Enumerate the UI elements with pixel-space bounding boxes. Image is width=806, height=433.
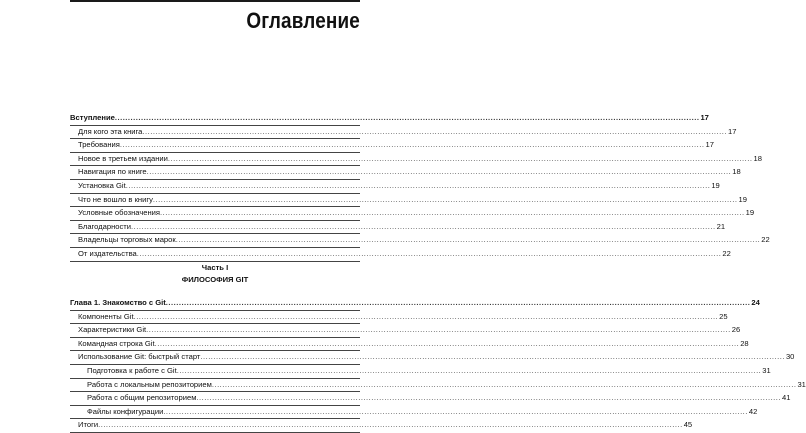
toc-entry-page-number: 17 xyxy=(727,126,737,136)
toc-entry-page-number: 21 xyxy=(716,221,726,231)
toc-entry-page-number: 24 xyxy=(751,298,760,307)
page-title: Оглавление xyxy=(246,8,360,33)
toc-entry-title: Вступление xyxy=(70,113,115,122)
toc-entry-title: Для кого эта книга xyxy=(78,126,143,136)
toc-entry[interactable] xyxy=(70,139,714,153)
dot-leader xyxy=(166,297,751,310)
toc-entry-title: Благодарности xyxy=(78,221,132,231)
toc-entry-page-number: 22 xyxy=(722,248,731,258)
toc-entry-title: Работа с общим репозиторием xyxy=(87,393,197,403)
toc-entry[interactable] xyxy=(70,324,741,338)
toc-entry-title: Установка Git xyxy=(78,180,126,190)
toc-entry-page-number: 22 xyxy=(761,235,770,245)
part-number: Часть I xyxy=(201,263,229,272)
toc-entry-title: Требования xyxy=(78,140,120,150)
part-title: ФИЛОСОФИЯ GIT xyxy=(181,275,249,284)
toc-entry[interactable] xyxy=(70,194,747,208)
toc-entry-title: Что не вошло в книгу xyxy=(78,194,153,204)
toc-entry-title: Командная строка Git xyxy=(78,338,155,348)
toc-entry-page-number: 42 xyxy=(748,406,758,416)
dot-leader xyxy=(163,406,748,419)
toc-entry-page-number: 19 xyxy=(745,208,755,218)
toc-entry[interactable] xyxy=(70,338,749,352)
toc-entry[interactable] xyxy=(70,297,760,311)
dot-leader xyxy=(176,234,761,247)
dot-leader xyxy=(147,166,732,179)
toc-entry[interactable] xyxy=(70,351,795,365)
dot-leader xyxy=(155,338,740,351)
toc-entry-title: От издательства xyxy=(78,248,137,258)
toc-entry-title: Владельцы торговых марок xyxy=(78,235,176,245)
dot-leader xyxy=(153,194,738,207)
toc-entry-page-number: 17 xyxy=(705,140,714,150)
toc-entry[interactable] xyxy=(70,365,771,379)
toc-entry-page-number: 30 xyxy=(785,352,795,362)
toc-entry-title: Новое в третьем издании xyxy=(78,153,168,163)
toc-entry-page-number: 18 xyxy=(753,153,762,163)
toc-entry-page-number: 26 xyxy=(731,325,741,335)
toc-chapter-section xyxy=(70,297,806,433)
toc-entry[interactable] xyxy=(70,392,791,406)
dot-leader xyxy=(196,392,781,405)
dot-leader xyxy=(131,221,716,234)
toc-entry-page-number: 25 xyxy=(719,311,728,321)
toc-entry-page-number: 19 xyxy=(711,180,720,190)
toc-entry-title: Характеристики Git xyxy=(78,325,147,335)
dot-leader xyxy=(142,126,727,139)
toc-entry-page-number: 31 xyxy=(762,365,771,375)
toc-entry-page-number: 18 xyxy=(732,167,741,177)
dot-leader xyxy=(200,351,785,364)
toc-entry-page-number: 31 xyxy=(797,379,806,389)
toc-entry[interactable] xyxy=(70,180,720,194)
dot-leader xyxy=(212,379,797,392)
toc-entry[interactable] xyxy=(70,207,755,221)
toc-entry-title: Подготовка к работе с Git xyxy=(87,365,177,375)
toc-entry-title: Использование Git: быстрый старт xyxy=(78,352,201,362)
dot-leader xyxy=(120,139,705,152)
dot-leader xyxy=(137,248,722,261)
toc-entry[interactable] xyxy=(70,406,758,420)
dot-leader xyxy=(146,324,731,337)
toc-entry-page-number: 28 xyxy=(740,338,749,348)
toc-entry[interactable] xyxy=(70,153,762,167)
toc-entry[interactable] xyxy=(70,248,731,262)
dot-leader xyxy=(115,112,700,125)
toc-intro-section xyxy=(70,112,770,262)
toc-entry-title: Файлы конфигурации xyxy=(87,406,164,416)
toc-entry-title: Навигация по книге xyxy=(78,167,147,177)
toc-entry[interactable] xyxy=(70,234,770,248)
toc-entry-page-number: 19 xyxy=(738,194,747,204)
dot-leader xyxy=(177,365,762,378)
toc-entry-title: Работа с локальным репозиторием xyxy=(87,379,212,389)
dot-leader xyxy=(126,180,711,193)
toc-entry-page-number: 41 xyxy=(782,393,791,403)
toc-entry[interactable] xyxy=(70,311,728,325)
dot-leader xyxy=(134,311,719,324)
dot-leader xyxy=(98,419,683,432)
toc-entry[interactable] xyxy=(70,112,709,126)
toc-entry[interactable] xyxy=(70,166,741,180)
dot-leader xyxy=(160,207,745,220)
toc-entry-title: Глава 1. Знакомство с Git xyxy=(70,298,166,307)
top-rule xyxy=(70,0,360,2)
dot-leader xyxy=(168,153,753,166)
toc-entry[interactable] xyxy=(70,221,726,235)
toc-entry-page-number: 17 xyxy=(700,113,709,122)
toc-entry-title: Условные обозначения xyxy=(78,208,161,218)
toc-entry-page-number: 45 xyxy=(683,420,693,430)
toc-entry-title: Итоги xyxy=(78,420,99,430)
toc-entry[interactable] xyxy=(70,379,806,393)
toc-entry-title: Компоненты Git xyxy=(78,311,134,321)
toc-entry[interactable] xyxy=(70,419,693,433)
toc-entry[interactable] xyxy=(70,126,737,140)
